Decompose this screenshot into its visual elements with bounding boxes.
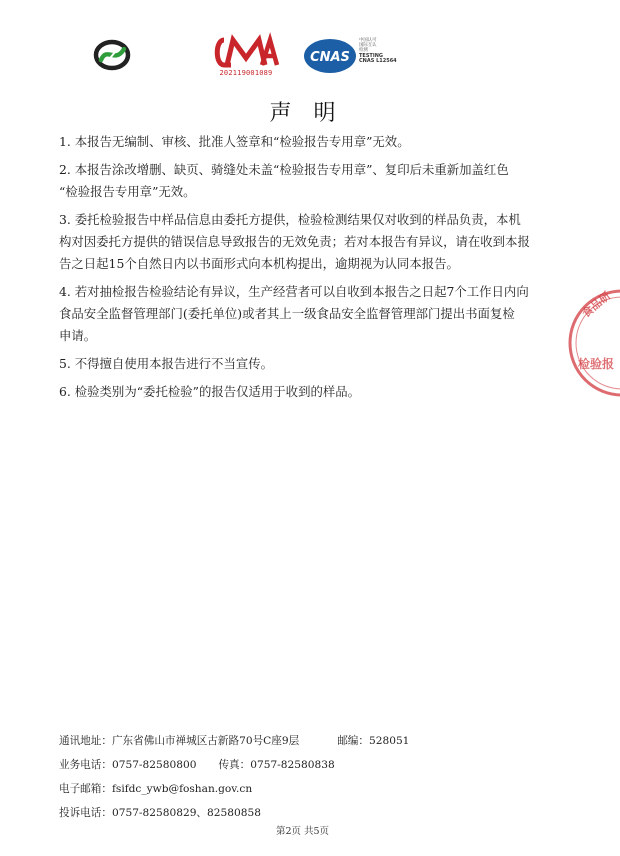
clause-line: 4. 若对抽检报告检验结论有异议，生产经营者可以自收到本报告之日起7个工作日内向	[59, 284, 529, 299]
complaint-value: 0757-82580829、82580858	[111, 807, 261, 819]
clause-line: “检验报告专用章”无效。	[59, 184, 196, 199]
clause-line: 3. 委托检验报告中样品信息由委托方提供，检验检测结果仅对收到的样品负责，本机	[59, 212, 521, 227]
clause-line: 1. 本报告无编制、审核、批准人签章和“检验报告专用章”无效。	[59, 134, 410, 149]
clause-3	[59, 209, 551, 275]
clause-4	[59, 281, 551, 347]
complaint-label: 投诉电话：	[59, 807, 112, 819]
address-label: 通讯地址：	[59, 735, 112, 747]
svg-text:食品研: 食品研	[579, 289, 614, 321]
svg-text:检验报: 检验报	[578, 357, 615, 371]
fax-label: 传真：	[218, 759, 251, 771]
email-value: fsifdc_ywb@foshan.gov.cn	[111, 783, 253, 795]
cnas-line: 国际互认	[359, 43, 377, 49]
clause-line: 2. 本报告涂改增删、缺页、骑缝处未盖“检验报告专用章”、复印后未重新加盖红色	[59, 162, 509, 177]
cma-logo	[213, 36, 279, 84]
clause-line: 告之日起15个自然日内以书面形式向本机构提出，逾期视为认同本报告。	[59, 256, 459, 271]
institution-logo-icon	[93, 38, 131, 72]
email-row	[59, 781, 252, 796]
cma-mark-icon	[213, 36, 279, 69]
complaint-row	[59, 805, 261, 820]
clause-2	[59, 159, 551, 203]
cnas-mark-icon	[303, 37, 359, 77]
phone-row	[59, 757, 335, 772]
cnas-line: TESTING	[359, 52, 383, 59]
phone-value: 0757-82580800	[111, 759, 197, 771]
postcode-label: 邮编：	[337, 735, 369, 747]
cnas-line: CNAS L12564	[359, 57, 397, 64]
page-number: 第2页 共5页	[275, 826, 330, 837]
clause-1	[59, 131, 551, 153]
clause-5	[59, 353, 551, 375]
statement-clauses	[59, 131, 551, 409]
clause-6	[59, 381, 551, 403]
cnas-line: 检测	[359, 48, 368, 54]
cnas-mark-text: CNAS	[310, 50, 350, 65]
clause-line: 构对因委托方提供的错误信息导致报告的无效免责；若对本报告有异议，请在收到本报	[59, 234, 530, 249]
clause-line: 5. 不得擅自使用本报告进行不当宣传。	[59, 356, 274, 371]
clause-line: 申请。	[59, 328, 97, 343]
cnas-logo	[303, 37, 401, 77]
page-title: 声明	[269, 101, 358, 126]
phone-label: 业务电话：	[59, 759, 112, 771]
cma-number: 202119001089	[219, 69, 273, 77]
seal-stamp-icon	[560, 288, 620, 398]
postcode-value: 528051	[368, 735, 410, 747]
clause-line: 食品安全监督管理部门(委托单位)或者其上一级食品安全监督管理部门提出书面复检	[59, 306, 515, 321]
address-row	[59, 733, 409, 748]
email-label: 电子邮箱：	[59, 783, 112, 795]
fax-value: 0757-82580838	[250, 759, 335, 771]
clause-line: 6. 检验类别为“委托检验”的报告仅适用于收到的样品。	[59, 384, 361, 399]
cnas-caption	[359, 38, 405, 64]
cnas-line: 中国认可	[359, 38, 377, 43]
address-value: 广东省佛山市禅城区古新路70号C座9层	[111, 735, 300, 747]
